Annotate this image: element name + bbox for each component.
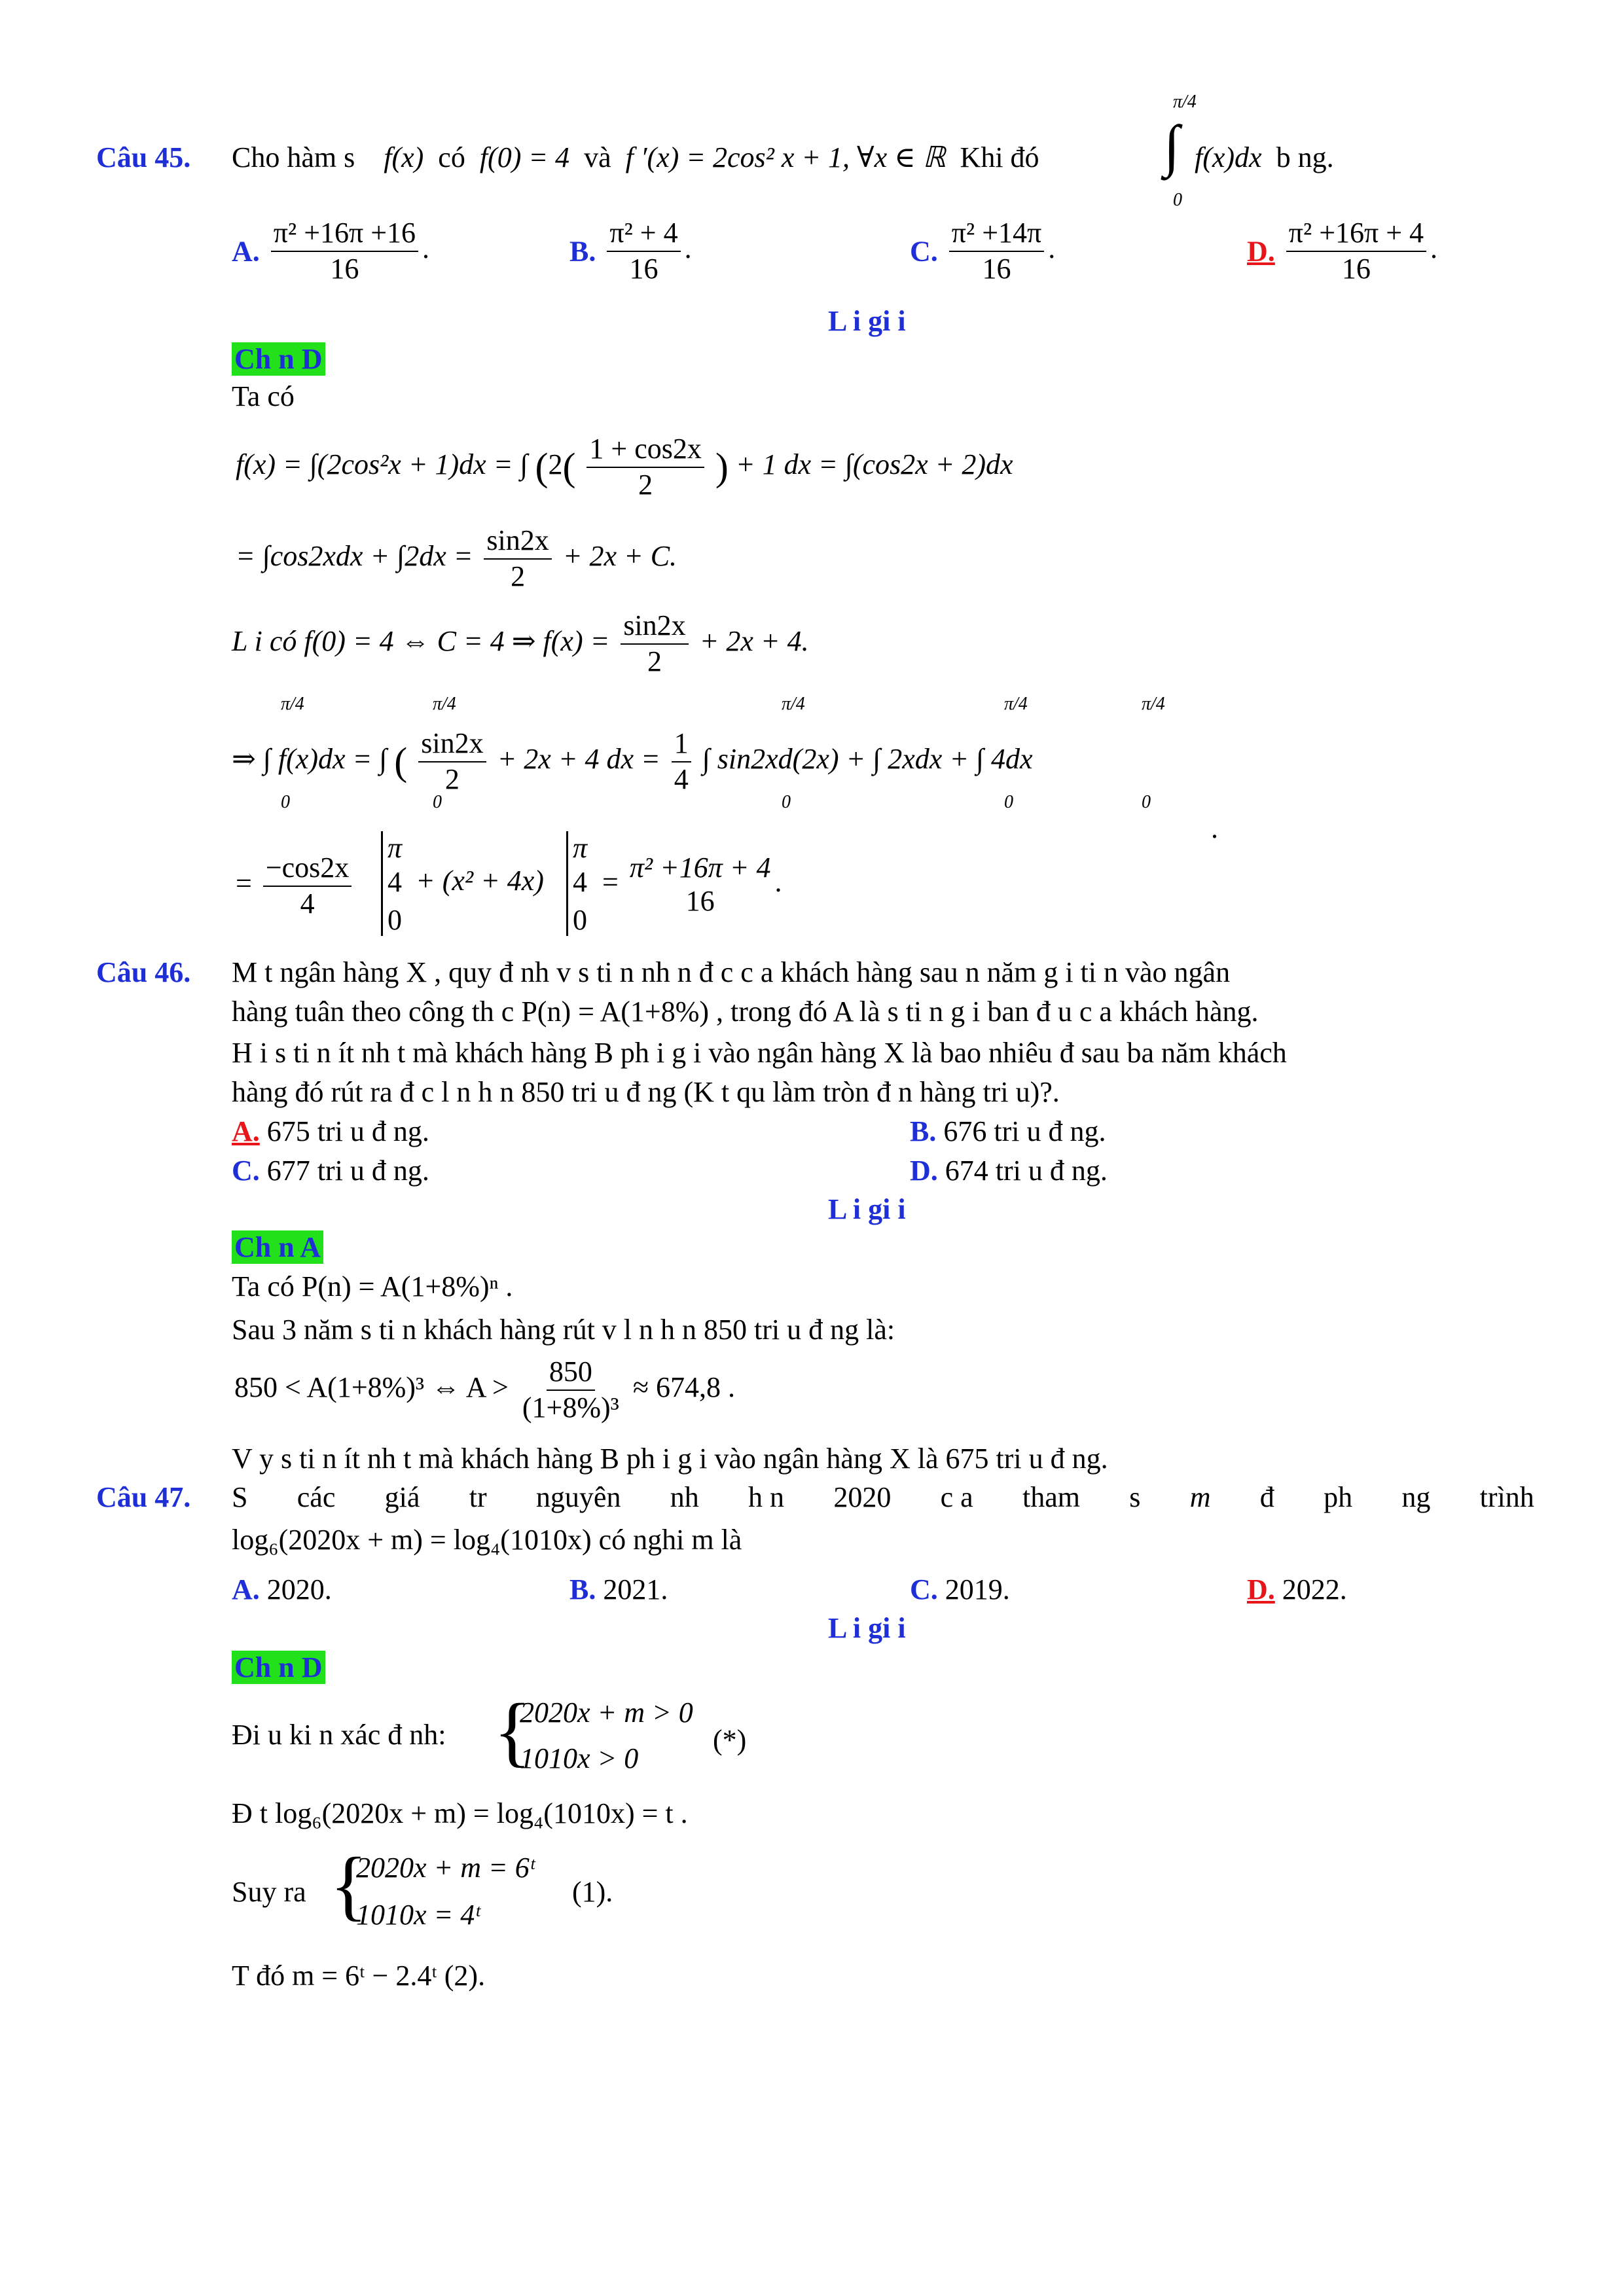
q47-option-b[interactable]: B. 2021. xyxy=(569,1573,668,1605)
q46-line-2: hàng tuân theo công th c P(n) = A(1+8%) , trong đó A là s ti n g i ban đ u c a khách hàng. xyxy=(232,996,1259,1028)
q45-option-b[interactable]: B. $\frac{\text{π² + 4}}{16}$ . xyxy=(569,217,692,285)
q46-label: Câu 46. xyxy=(96,956,191,988)
q47-step-2: Đ t log₆(2020x + m) = log₄(1010x) = t . xyxy=(232,1797,688,1829)
q46-line-3: H i s ti n ít nh t mà khách hàng B ph i g i vào ngân hàng X là bao nhiêu đ sau ba năm khách xyxy=(232,1037,1287,1069)
q45-step-6: = $\frac{-\cos 2x}{4}$ π 4 0 + (x² + 4x) π 4 0 = π² +16π + 4 16 . xyxy=(236,832,782,936)
q45-step-2: f(x) = ∫(2cos²x + 1)dx = ∫ (2( $\frac{1 + \cos 2x}{2}$ ) + 1 dx = ∫(cos2x + 2)dx xyxy=(236,433,1013,501)
q47-step-1: Đi u ki n xác đ nh: { 2020x + m > 0 1010x > 0 (*) xyxy=(232,1687,747,1774)
q46-line-4: hàng đó rút ra đ c l n h n 850 tri u đ ng (K t qu làm tròn đ n hàng tri u)?. xyxy=(232,1076,1060,1108)
q47-step-4: T đó m = 6ᵗ − 2.4ᵗ (2). xyxy=(232,1960,486,1992)
q45-stem-integral: π/4 ∫ 0 xyxy=(1164,92,1197,210)
q45-step-5: π/4 0 π/4 0 π/4 0 π/4 0 π/4 0 ⇒ ∫ f(x)dx = ∫ ( $\frac{\sin 2x}{2}$ + 2x + 4 dx = $\frac{1}{4}$ ∫ sin2xd(2x) + ∫ 2xdx + ∫ 4dx xyxy=(232,694,1165,812)
q45-step-4: L i có f(0) = 4 ⇔ C = 4 ⇒ f(x) = $\frac{\sin 2x}{2}$ + 2x + 4. xyxy=(232,609,809,677)
q45-option-d[interactable]: D. $\frac{\text{π² +16π + 4}}{16}$ . xyxy=(1247,217,1438,285)
q47-line-1: S các giá tr nguyên nh h n 2020 c a tham s m đ ph ng trình xyxy=(232,1481,1534,1513)
q46-option-c[interactable]: C. 677 tri u đ ng. xyxy=(232,1155,429,1187)
q46-solution-title: L i gi i xyxy=(828,1193,906,1225)
q47-solution-title: L i gi i xyxy=(828,1612,906,1644)
q47-line-2: log₆(2020x + m) = log₄(1010x) có nghi m là xyxy=(232,1524,742,1556)
q46-step-1: Ta có P(n) = A(1+8%)ⁿ . xyxy=(232,1270,513,1302)
q45-step-3: = ∫cos2xdx + ∫2dx = $\frac{\sin 2x}{2}$ + 2x + C. xyxy=(236,524,677,592)
q45-step-1: Ta có xyxy=(232,380,295,412)
q46-step-3: 850 < A(1+8%)³ ⇔ A > $\frac{850}{\text{(1+8\%)³}}$ ≈ 674,8 . xyxy=(234,1355,735,1424)
q47-option-c[interactable]: C. 2019. xyxy=(910,1573,1010,1605)
q45-option-a[interactable]: A. $\frac{\text{π² +16π +16}}{16}$ . xyxy=(232,217,430,285)
q45-chosen-badge: Ch n D xyxy=(232,342,325,376)
q46-option-d[interactable]: D. 674 tri u đ ng. xyxy=(910,1155,1108,1187)
q45-option-c[interactable]: C. $\frac{\text{π² +14π}}{16}$ . xyxy=(910,217,1056,285)
q45-label: Câu 45. xyxy=(96,141,191,173)
q46-option-a[interactable]: A. 675 tri u đ ng. xyxy=(232,1115,429,1147)
q46-chosen-badge: Ch n A xyxy=(232,1230,323,1264)
q47-step-3: Suy ra { 2020x + m = 6ᵗ 1010x = 4ᵗ (1). xyxy=(232,1841,613,1931)
q47-option-a[interactable]: A. 2020. xyxy=(232,1573,332,1605)
q46-line-1: M t ngân hàng X , quy đ nh v s ti n nh n đ c c a khách hàng sau n năm g i ti n vào ngân xyxy=(232,956,1231,988)
q46-step-2: Sau 3 năm s ti n khách hàng rút v l n h n 850 tri u đ ng là: xyxy=(232,1314,895,1346)
q45-solution-title: L i gi i xyxy=(828,305,906,337)
q47-chosen-badge: Ch n D xyxy=(232,1651,325,1684)
q47-label: Câu 47. xyxy=(96,1481,191,1513)
q46-option-b[interactable]: B. 676 tri u đ ng. xyxy=(910,1115,1106,1147)
q47-option-d[interactable]: D. 2022. xyxy=(1247,1573,1347,1605)
q46-step-4: V y s ti n ít nh t mà khách hàng B ph i g i vào ngân hàng X là 675 tri u đ ng. xyxy=(232,1443,1108,1475)
q45-stem: Cho hàm s f(x) có f(0) = 4 và f ′(x) = 2cos² x + 1, ∀x ∈ ℝ Khi đó xyxy=(232,141,1039,173)
